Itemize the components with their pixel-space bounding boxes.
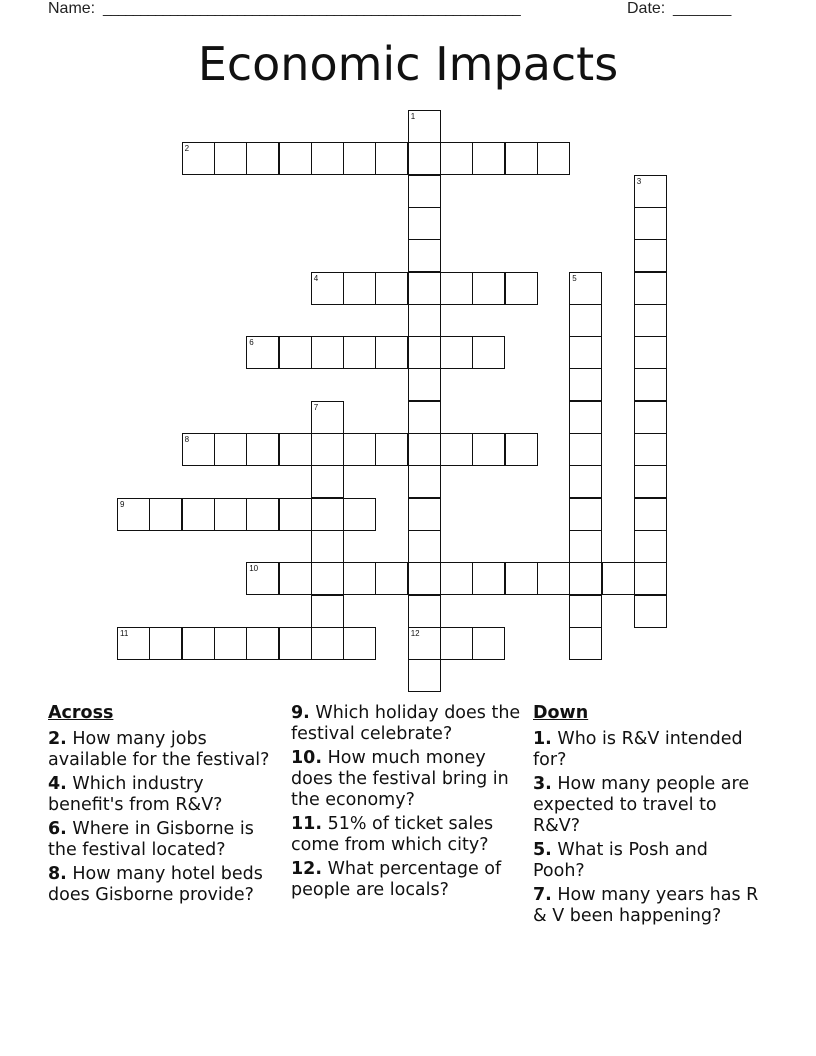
crossword-cell[interactable] [505,142,538,175]
crossword-cell[interactable] [246,433,279,466]
crossword-cell[interactable] [440,562,473,595]
across-clues-column-continued [291,703,523,904]
clue-item [533,729,765,771]
clue-item [48,774,280,816]
clue-number-label: 2 [184,144,190,154]
name-label: Name: [48,0,96,17]
clue-text: How many hotel beds does Gisborne provide? [48,864,263,905]
crossword-cell[interactable] [408,304,441,337]
crossword-cell[interactable] [440,336,473,369]
clue-number-label: 6 [249,338,254,348]
across-clue-list [48,729,280,906]
clue-number-label: 3 [636,176,642,186]
date-label: Date: [627,0,666,17]
crossword-cell[interactable] [569,401,602,434]
crossword-cell[interactable] [569,627,602,660]
clue-item [48,819,280,861]
clue-item [291,748,523,811]
clue-text: Which holiday does the festival celebrate? [291,703,521,744]
crossword-cell[interactable] [634,433,667,466]
crossword-cell[interactable] [634,272,667,305]
crossword-cell[interactable] [311,562,344,595]
crossword-cell[interactable] [472,562,505,595]
crossword-cell[interactable] [634,465,667,498]
crossword-cell[interactable] [408,142,441,175]
clue-number: 10. [291,748,323,768]
crossword-cell[interactable] [279,433,312,466]
crossword-cell[interactable] [311,272,344,305]
name-field[interactable]: ________________________________________________________ [103,0,520,17]
crossword-cell[interactable] [408,336,441,369]
crossword-cell[interactable] [634,175,667,208]
clue-item [291,703,523,745]
clue-number-label: 12 [410,628,420,638]
across-clues-column [48,703,280,909]
crossword-cell[interactable] [343,562,376,595]
down-clue-list [533,729,765,927]
clue-number-label: 8 [184,435,190,444]
crossword-cell[interactable] [440,433,473,466]
crossword-cell[interactable] [182,627,215,660]
crossword-cell[interactable] [505,272,538,305]
clue-number: 6. [48,819,67,839]
across-clue-list-continued [291,703,523,901]
crossword-cell[interactable] [311,530,344,563]
crossword-cell[interactable] [408,207,441,240]
crossword-cell[interactable] [634,595,667,628]
crossword-cell[interactable] [634,336,667,369]
crossword-cell[interactable] [311,401,344,434]
crossword-cell[interactable] [537,142,570,175]
worksheet-header [48,0,748,22]
crossword-cell[interactable] [375,433,408,466]
clue-text: How much money does the festival bring in the economy? [291,748,509,810]
crossword-cell[interactable] [214,142,247,175]
crossword-cell[interactable] [634,530,667,563]
crossword-cell[interactable] [343,433,376,466]
crossword-cell[interactable] [246,336,279,369]
crossword-cell[interactable] [408,595,441,628]
crossword-cell[interactable] [311,142,344,175]
clue-item [291,814,523,856]
crossword-cell[interactable] [569,433,602,466]
across-heading: Across [48,703,114,723]
crossword-cell[interactable] [311,336,344,369]
crossword-cell[interactable] [343,498,376,531]
clue-number-label: 9 [120,499,125,509]
crossword-cell[interactable] [408,175,441,208]
clue-number: 9. [291,703,310,723]
crossword-cell[interactable] [408,498,441,531]
clue-text: Who is R&V intended for? [533,729,743,770]
crossword-cell[interactable] [343,142,376,175]
crossword-cell[interactable] [408,659,441,692]
date-field[interactable]: _______ [673,0,732,17]
clue-number: 2. [48,729,67,749]
clue-text: What percentage of people are locals? [291,859,502,900]
crossword-cell[interactable] [537,562,570,595]
clue-number: 7. [533,885,552,905]
crossword-cell[interactable] [279,498,312,531]
crossword-cell[interactable] [408,272,441,305]
crossword-cell[interactable] [279,562,312,595]
crossword-cell[interactable] [634,562,667,595]
clue-text: What is Posh and Pooh? [533,840,708,881]
crossword-cell[interactable] [569,272,602,305]
clue-item [533,885,765,927]
clue-number-label: 5 [572,273,577,283]
clue-text: Which industry benefit's from R&V? [48,774,223,815]
clue-number-label: 4 [313,273,319,283]
crossword-cell[interactable] [569,595,602,628]
crossword-cell[interactable] [117,498,150,531]
crossword-cell[interactable] [246,142,279,175]
clue-text: 51% of ticket sales come from which city? [291,814,494,855]
crossword-cell[interactable] [634,498,667,531]
crossword-cell[interactable] [472,336,505,369]
clue-number: 8. [48,864,67,884]
crossword-cell[interactable] [343,627,376,660]
crossword-cell[interactable] [505,433,538,466]
crossword-cell[interactable] [279,336,312,369]
crossword-cell[interactable] [569,304,602,337]
crossword-cell[interactable] [279,142,312,175]
crossword-cell[interactable] [472,142,505,175]
page-title: Economic Impacts [197,37,619,91]
crossword-cell[interactable] [634,207,667,240]
clue-text: How many people are expected to travel to R&V? [533,774,750,836]
crossword-cell[interactable] [408,562,441,595]
crossword-cell[interactable] [408,401,441,434]
crossword-cell[interactable] [214,433,247,466]
clue-text: Where in Gisborne is the festival located? [48,819,254,860]
crossword-cell[interactable] [472,272,505,305]
crossword-cell[interactable] [472,627,505,660]
crossword-cell[interactable] [408,368,441,401]
crossword-cell[interactable] [343,272,376,305]
crossword-cell[interactable] [440,142,473,175]
crossword-cell[interactable] [408,110,441,143]
crossword-cell[interactable] [214,627,247,660]
crossword-cell[interactable] [408,239,441,272]
crossword-cell[interactable] [408,627,441,660]
clue-text: How many years has R & V been happening? [533,885,759,926]
crossword-cell[interactable] [472,433,505,466]
crossword-cell[interactable] [408,433,441,466]
crossword-cell[interactable] [311,498,344,531]
crossword-cell[interactable] [311,433,344,466]
crossword-cell[interactable] [343,336,376,369]
crossword-cell[interactable] [440,627,473,660]
crossword-cell[interactable] [149,627,182,660]
crossword-cell[interactable] [311,627,344,660]
crossword-cell[interactable] [569,465,602,498]
crossword-cell[interactable] [182,498,215,531]
crossword-cell[interactable] [375,272,408,305]
crossword-cell[interactable] [246,498,279,531]
crossword-cell[interactable] [440,272,473,305]
crossword-cell[interactable] [375,336,408,369]
crossword-cell[interactable] [182,433,215,466]
clue-number-label: 1 [410,112,416,121]
crossword-cell[interactable] [634,401,667,434]
clue-number: 1. [533,729,552,749]
crossword-cell[interactable] [311,465,344,498]
down-heading: Down [533,703,589,723]
crossword-cell[interactable] [569,562,602,595]
crossword-cell[interactable] [634,368,667,401]
crossword-cell[interactable] [149,498,182,531]
crossword-cell[interactable] [505,562,538,595]
crossword-cell[interactable] [634,239,667,272]
crossword-cell[interactable] [279,627,312,660]
crossword-cell[interactable] [569,368,602,401]
clue-item [48,729,280,771]
clue-item [533,840,765,882]
down-clues-column [533,703,765,930]
clue-text: How many jobs available for the festival? [48,729,270,770]
clue-number: 4. [48,774,67,794]
crossword-cell[interactable] [375,142,408,175]
crossword-cell[interactable] [569,498,602,531]
crossword-cell[interactable] [182,142,215,175]
clue-item [533,774,765,837]
crossword-cell[interactable] [602,562,635,595]
clue-number-label: 10 [249,564,259,574]
crossword-cell[interactable] [634,304,667,337]
crossword-cell[interactable] [408,530,441,563]
crossword-cell[interactable] [311,595,344,628]
clue-number-label: 7 [313,402,319,412]
clue-number-label: 11 [120,628,129,638]
crossword-cell[interactable] [246,562,279,595]
crossword-cell[interactable] [214,498,247,531]
clue-number: 5. [533,840,552,860]
crossword-cell[interactable] [246,627,279,660]
clue-item [48,864,280,906]
crossword-cell[interactable] [408,465,441,498]
clue-number: 12. [291,859,323,879]
crossword-cell[interactable] [569,336,602,369]
crossword-cell[interactable] [375,562,408,595]
clue-number: 3. [533,774,552,794]
clue-item [291,859,523,901]
crossword-cell[interactable] [569,530,602,563]
clue-number: 11. [291,814,323,834]
crossword-cell[interactable] [117,627,150,660]
